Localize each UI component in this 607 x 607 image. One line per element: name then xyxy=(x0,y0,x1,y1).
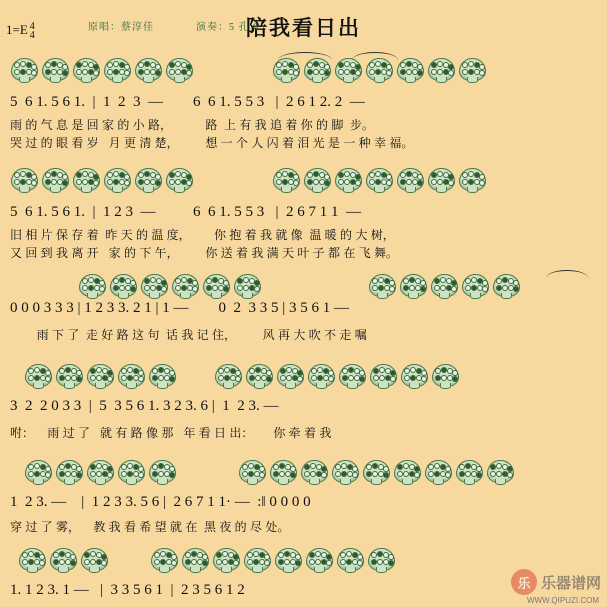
ocarina-fingering-diagram xyxy=(427,166,454,192)
ocarina-hole xyxy=(76,472,82,478)
ocarina-fingering-diagram xyxy=(367,546,394,572)
lyrics-line-4: 咐： 雨 过 了 就 有 路 像 那 年 看 日 出： 你 牵 着 我 xyxy=(10,426,332,440)
ocarina-mouthpiece xyxy=(211,293,222,299)
ocarina-fingering-diagram xyxy=(362,458,389,484)
lyrics-line-1a: 雨 的 气 息 是 回 家 的 小 路， 路 上 有 我 追 着 你 的 脚 步。 xyxy=(10,118,375,132)
ocarina-hole xyxy=(186,70,192,76)
ocarina-fingering-diagram xyxy=(171,272,198,298)
ocarina-hole xyxy=(76,376,82,382)
ocarina-mouthpiece xyxy=(58,567,69,573)
lyrics-line-1b: 哭 过 的 眼 看 岁 月 更 清 楚， 想 一 个 人 闪 着 泪 光 是 一 种 幸 福。 xyxy=(10,136,414,150)
ocarina-hole xyxy=(479,180,485,186)
page-title: 陪我看日出 xyxy=(246,17,361,40)
notation-line-6: 1. 1 2 3. 1 — | 3 3 5 6 1 | 2 3 5 6 1 2 xyxy=(10,582,245,598)
ocarina-mouthpiece xyxy=(376,567,387,573)
ocarina-mouthpiece xyxy=(174,77,185,83)
ocarina-fingering-diagram xyxy=(461,272,488,298)
ocarina-fingering-diagram xyxy=(117,362,144,388)
ocarina-hole xyxy=(482,286,488,292)
ocarina-hole xyxy=(254,286,260,292)
ocarina-hole xyxy=(31,180,37,186)
ocarina-hole xyxy=(507,472,513,478)
ocarina-hole xyxy=(328,376,334,382)
ocarina-mouthpiece xyxy=(159,567,170,573)
fingering-row-2a xyxy=(10,166,196,192)
ocarina-fingering-diagram xyxy=(86,458,113,484)
ocarina-hole xyxy=(169,376,175,382)
ocarina-fingering-diagram xyxy=(427,56,454,82)
ocarina-hole xyxy=(161,286,167,292)
ocarina-mouthpiece xyxy=(312,187,323,193)
ocarina-hole xyxy=(355,180,361,186)
ocarina-mouthpiece xyxy=(405,187,416,193)
ocarina-fingering-diagram xyxy=(202,272,229,298)
lyrics-line-2b: 又 回 到 我 离 开 家 的 下 午， 你 送 着 我 满 天 叶 子 都 在 飞 舞。 xyxy=(10,246,399,260)
ocarina-mouthpiece xyxy=(33,383,44,389)
ocarina-mouthpiece xyxy=(64,383,75,389)
ocarina-mouthpiece xyxy=(89,567,100,573)
ocarina-fingering-diagram xyxy=(393,458,420,484)
ocarina-fingering-diagram xyxy=(331,458,358,484)
ocarina-hole xyxy=(326,560,332,566)
ocarina-hole xyxy=(124,180,130,186)
ocarina-hole xyxy=(138,376,144,382)
ocarina-fingering-diagram xyxy=(245,362,272,388)
fingering-row-5b xyxy=(238,458,517,484)
ocarina-mouthpiece xyxy=(312,77,323,83)
ocarina-fingering-diagram xyxy=(458,166,485,192)
ocarina-fingering-diagram xyxy=(272,166,299,192)
ocarina-mouthpiece xyxy=(81,187,92,193)
ocarina-mouthpiece xyxy=(314,567,325,573)
ocarina-mouthpiece xyxy=(283,567,294,573)
ocarina-fingering-diagram xyxy=(238,458,265,484)
ocarina-mouthpiece xyxy=(33,479,44,485)
ocarina-fingering-diagram xyxy=(55,458,82,484)
ocarina-mouthpiece xyxy=(50,187,61,193)
ocarina-hole xyxy=(45,376,51,382)
time-signature-top: 4 xyxy=(29,21,35,33)
ocarina-fingering-diagram xyxy=(103,166,130,192)
ocarina-fingering-diagram xyxy=(396,56,423,82)
ocarina-hole xyxy=(417,70,423,76)
slur-1a xyxy=(278,52,332,60)
ocarina-mouthpiece xyxy=(112,187,123,193)
ocarina-mouthpiece xyxy=(285,383,296,389)
ocarina-hole xyxy=(264,560,270,566)
ocarina-fingering-diagram xyxy=(276,362,303,388)
ocarina-mouthpiece xyxy=(281,187,292,193)
ocarina-fingering-diagram xyxy=(150,546,177,572)
ocarina-fingering-diagram xyxy=(243,546,270,572)
ocarina-hole xyxy=(386,70,392,76)
ocarina-fingering-diagram xyxy=(274,546,301,572)
ocarina-hole xyxy=(223,286,229,292)
fingering-row-3a xyxy=(78,272,264,298)
notation-line-5: 1 2 3. — | 1 2 3 3. 5 6 | 2 6 7 1 1· — :‖ 0 0 0 0 xyxy=(10,494,311,510)
ocarina-mouthpiece xyxy=(470,293,481,299)
ocarina-hole xyxy=(101,560,107,566)
ocarina-hole xyxy=(513,286,519,292)
ocarina-mouthpiece xyxy=(495,479,506,485)
ocarina-fingering-diagram xyxy=(148,458,175,484)
notation-line-1: 5 6 1. 5 6 1. | 1 2 3 — 6 6 1. 5 5 3 | 2 6 1 2. 2 — xyxy=(10,94,365,110)
notation-line-4: 3 2 2 0 3 3 | 5 3 5 6 1. 3 2 3. 6 | 1 2 3. — xyxy=(10,398,279,414)
ocarina-mouthpiece xyxy=(409,383,420,389)
ocarina-fingering-diagram xyxy=(148,362,175,388)
time-signature-bottom: 4 xyxy=(29,30,35,42)
ocarina-mouthpiece xyxy=(157,479,168,485)
ocarina-hole xyxy=(448,70,454,76)
ocarina-hole xyxy=(155,70,161,76)
ocarina-mouthpiece xyxy=(64,479,75,485)
ocarina-hole xyxy=(62,180,68,186)
watermark-url: WWW.QIPUZI.COM xyxy=(527,596,599,605)
ocarina-hole xyxy=(99,286,105,292)
ocarina-hole xyxy=(297,376,303,382)
ocarina-mouthpiece xyxy=(316,383,327,389)
ocarina-fingering-diagram xyxy=(269,458,296,484)
ocarina-fingering-diagram xyxy=(492,272,519,298)
ocarina-mouthpiece xyxy=(439,293,450,299)
ocarina-fingering-diagram xyxy=(109,272,136,298)
ocarina-mouthpiece xyxy=(345,567,356,573)
ocarina-mouthpiece xyxy=(377,293,388,299)
ocarina-hole xyxy=(45,472,51,478)
ocarina-mouthpiece xyxy=(464,479,475,485)
notation-line-3: 0 0 0 3 3 3 | 1 2 3 3. 2 1 | 1 — 0 2 3 3 5 | 3 5 6 1 — xyxy=(10,300,350,316)
ocarina-hole xyxy=(476,472,482,478)
ocarina-mouthpiece xyxy=(180,293,191,299)
ocarina-fingering-diagram xyxy=(55,362,82,388)
ocarina-hole xyxy=(324,70,330,76)
ocarina-mouthpiece xyxy=(112,77,123,83)
ocarina-mouthpiece xyxy=(242,293,253,299)
ocarina-fingering-diagram xyxy=(338,362,365,388)
ocarina-hole xyxy=(452,376,458,382)
ocarina-hole xyxy=(202,560,208,566)
ocarina-mouthpiece xyxy=(87,293,98,299)
ocarina-hole xyxy=(390,376,396,382)
ocarina-fingering-diagram xyxy=(431,362,458,388)
ocarina-hole xyxy=(357,560,363,566)
ocarina-hole xyxy=(107,376,113,382)
lyrics-line-3: 雨 下 了 走 好 路 这 句 话 我 记 住， 风 再 大 吹 不 走 嘱 xyxy=(10,328,367,342)
ocarina-hole xyxy=(171,560,177,566)
ocarina-fingering-diagram xyxy=(10,166,37,192)
ocarina-mouthpiece xyxy=(95,479,106,485)
ocarina-mouthpiece xyxy=(433,479,444,485)
ocarina-mouthpiece xyxy=(174,187,185,193)
ocarina-fingering-diagram xyxy=(300,458,327,484)
ocarina-fingering-diagram xyxy=(140,272,167,298)
ocarina-fingering-diagram xyxy=(458,56,485,82)
ocarina-fingering-diagram xyxy=(165,56,192,82)
key-signature-text: 1=E xyxy=(6,22,28,37)
ocarina-hole xyxy=(352,472,358,478)
slur-3a xyxy=(546,270,588,278)
ocarina-mouthpiece xyxy=(126,383,137,389)
ocarina-mouthpiece xyxy=(50,77,61,83)
credit-left: 原唱：蔡淳佳 xyxy=(88,22,154,33)
ocarina-hole xyxy=(259,472,265,478)
ocarina-mouthpiece xyxy=(374,77,385,83)
ocarina-fingering-diagram xyxy=(24,458,51,484)
ocarina-mouthpiece xyxy=(252,567,263,573)
fingering-row-6b xyxy=(150,546,398,572)
ocarina-hole xyxy=(70,560,76,566)
ocarina-hole xyxy=(293,180,299,186)
ocarina-mouthpiece xyxy=(126,479,137,485)
ocarina-mouthpiece xyxy=(19,187,30,193)
ocarina-fingering-diagram xyxy=(400,362,427,388)
ocarina-fingering-diagram xyxy=(80,546,107,572)
ocarina-hole xyxy=(192,286,198,292)
ocarina-mouthpiece xyxy=(405,77,416,83)
ocarina-mouthpiece xyxy=(340,479,351,485)
ocarina-mouthpiece xyxy=(143,187,154,193)
ocarina-mouthpiece xyxy=(467,187,478,193)
ocarina-fingering-diagram xyxy=(336,546,363,572)
fingering-row-2b xyxy=(272,166,489,192)
ocarina-fingering-diagram xyxy=(86,362,113,388)
ocarina-mouthpiece xyxy=(143,77,154,83)
ocarina-hole xyxy=(124,70,130,76)
ocarina-mouthpiece xyxy=(221,567,232,573)
fingering-row-3b xyxy=(368,272,523,298)
ocarina-fingering-diagram xyxy=(214,362,241,388)
fingering-row-6a xyxy=(18,546,111,572)
credit-right: 演奏：5 孔 6 xyxy=(196,22,259,33)
ocarina-mouthpiece xyxy=(95,383,106,389)
ocarina-mouthpiece xyxy=(81,77,92,83)
ocarina-mouthpiece xyxy=(190,567,201,573)
ocarina-hole xyxy=(324,180,330,186)
ocarina-fingering-diagram xyxy=(305,546,332,572)
ocarina-fingering-diagram xyxy=(368,272,395,298)
ocarina-mouthpiece xyxy=(501,293,512,299)
ocarina-mouthpiece xyxy=(374,187,385,193)
ocarina-fingering-diagram xyxy=(117,458,144,484)
ocarina-hole xyxy=(420,286,426,292)
ocarina-hole xyxy=(186,180,192,186)
ocarina-hole xyxy=(388,560,394,566)
ocarina-mouthpiece xyxy=(281,77,292,83)
ocarina-hole xyxy=(235,376,241,382)
ocarina-mouthpiece xyxy=(467,77,478,83)
ocarina-fingering-diagram xyxy=(369,362,396,388)
ocarina-mouthpiece xyxy=(118,293,129,299)
ocarina-hole xyxy=(233,560,239,566)
ocarina-fingering-diagram xyxy=(24,362,51,388)
watermark-text: 乐器谱网 xyxy=(540,574,601,592)
ocarina-hole xyxy=(386,180,392,186)
ocarina-fingering-diagram xyxy=(72,166,99,192)
ocarina-fingering-diagram xyxy=(18,546,45,572)
ocarina-fingering-diagram xyxy=(134,166,161,192)
ocarina-fingering-diagram xyxy=(181,546,208,572)
ocarina-fingering-diagram xyxy=(212,546,239,572)
ocarina-mouthpiece xyxy=(309,479,320,485)
ocarina-fingering-diagram xyxy=(41,56,68,82)
ocarina-mouthpiece xyxy=(402,479,413,485)
ocarina-mouthpiece xyxy=(149,293,160,299)
ocarina-mouthpiece xyxy=(343,77,354,83)
ocarina-mouthpiece xyxy=(440,383,451,389)
ocarina-mouthpiece xyxy=(343,187,354,193)
ocarina-fingering-diagram xyxy=(334,166,361,192)
ocarina-hole xyxy=(321,472,327,478)
lyrics-line-5: 穿 过 了 雾， 教 我 看 希 望 就 在 黑 夜 的 尽 处。 xyxy=(10,520,290,534)
ocarina-fingering-diagram xyxy=(72,56,99,82)
ocarina-fingering-diagram xyxy=(303,166,330,192)
ocarina-hole xyxy=(155,180,161,186)
ocarina-fingering-diagram xyxy=(134,56,161,82)
ocarina-fingering-diagram xyxy=(396,166,423,192)
ocarina-mouthpiece xyxy=(254,383,265,389)
ocarina-mouthpiece xyxy=(347,383,358,389)
ocarina-fingering-diagram xyxy=(103,56,130,82)
ocarina-mouthpiece xyxy=(436,77,447,83)
ocarina-fingering-diagram xyxy=(49,546,76,572)
ocarina-hole xyxy=(421,376,427,382)
ocarina-mouthpiece xyxy=(157,383,168,389)
lyrics-line-2a: 旧 相 片 保 存 着 昨 天 的 温 度， 你 抱 着 我 就 像 温 暖 的 大 树， xyxy=(10,228,395,242)
ocarina-fingering-diagram xyxy=(41,166,68,192)
ocarina-fingering-diagram xyxy=(10,56,37,82)
ocarina-hole xyxy=(62,70,68,76)
ocarina-fingering-diagram xyxy=(486,458,513,484)
ocarina-hole xyxy=(138,472,144,478)
ocarina-fingering-diagram xyxy=(455,458,482,484)
ocarina-fingering-diagram xyxy=(399,272,426,298)
ocarina-hole xyxy=(445,472,451,478)
fingering-row-1a xyxy=(10,56,196,82)
fingering-row-4a xyxy=(24,362,179,388)
ocarina-fingering-diagram xyxy=(233,272,260,298)
slur-1b xyxy=(352,52,398,60)
watermark-logo: 乐 xyxy=(511,569,537,595)
ocarina-mouthpiece xyxy=(223,383,234,389)
ocarina-mouthpiece xyxy=(371,479,382,485)
ocarina-hole xyxy=(295,560,301,566)
ocarina-hole xyxy=(383,472,389,478)
ocarina-mouthpiece xyxy=(436,187,447,193)
fingering-row-4b xyxy=(214,362,462,388)
ocarina-fingering-diagram xyxy=(424,458,451,484)
ocarina-hole xyxy=(451,286,457,292)
ocarina-hole xyxy=(39,560,45,566)
ocarina-hole xyxy=(355,70,361,76)
ocarina-hole xyxy=(107,472,113,478)
key-signature xyxy=(6,22,35,40)
ocarina-hole xyxy=(417,180,423,186)
ocarina-hole xyxy=(290,472,296,478)
ocarina-hole xyxy=(448,180,454,186)
ocarina-hole xyxy=(169,472,175,478)
ocarina-fingering-diagram xyxy=(307,362,334,388)
ocarina-mouthpiece xyxy=(378,383,389,389)
ocarina-hole xyxy=(93,180,99,186)
ocarina-hole xyxy=(479,70,485,76)
ocarina-hole xyxy=(93,70,99,76)
ocarina-fingering-diagram xyxy=(78,272,105,298)
fingering-row-5a xyxy=(24,458,179,484)
ocarina-fingering-diagram xyxy=(165,166,192,192)
ocarina-mouthpiece xyxy=(278,479,289,485)
ocarina-mouthpiece xyxy=(408,293,419,299)
ocarina-hole xyxy=(414,472,420,478)
ocarina-hole xyxy=(130,286,136,292)
ocarina-hole xyxy=(389,286,395,292)
ocarina-fingering-diagram xyxy=(365,166,392,192)
ocarina-fingering-diagram xyxy=(430,272,457,298)
watermark xyxy=(511,569,601,595)
ocarina-mouthpiece xyxy=(19,77,30,83)
ocarina-mouthpiece xyxy=(247,479,258,485)
ocarina-hole xyxy=(293,70,299,76)
ocarina-mouthpiece xyxy=(27,567,38,573)
ocarina-hole xyxy=(31,70,37,76)
ocarina-hole xyxy=(359,376,365,382)
ocarina-hole xyxy=(266,376,272,382)
notation-line-2: 5 6 1. 5 6 1. | 1 2 3 — 6 6 1. 5 5 3 | 2 6 7 1 1 — xyxy=(10,204,362,220)
time-signature xyxy=(30,22,35,40)
